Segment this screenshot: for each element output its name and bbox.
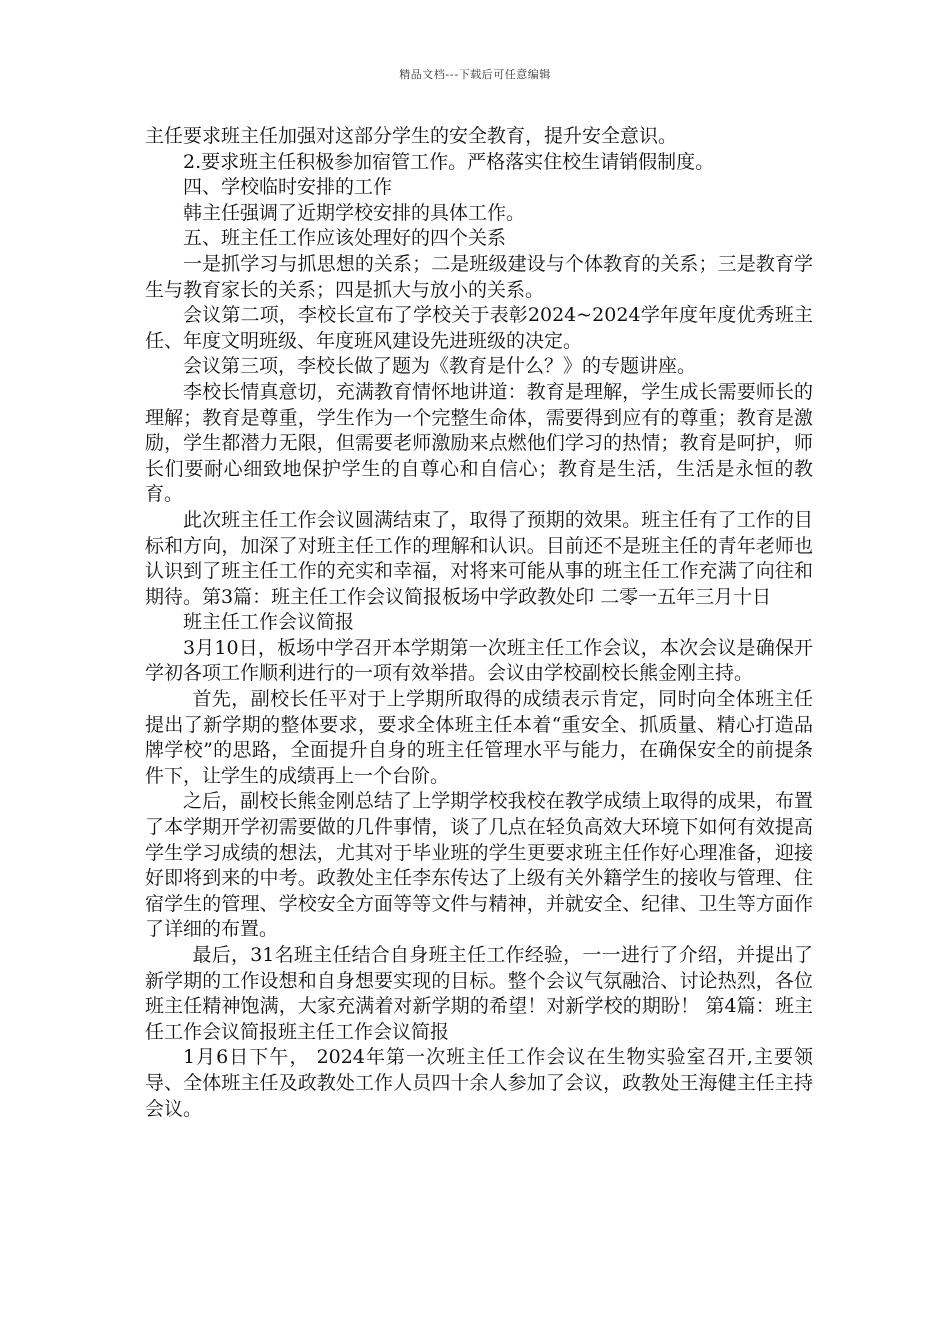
paragraph: 最后，31名班主任结合自身班主任工作经验，一一进行了介绍，并提出了新学期的工作设想和自身想要实现的目标。整个会议气氛融洽、讨论热烈，各位班主任精神饱满，大家充满着对新学期的希望！对新学校的期盼！ 第4篇：班主任工作会议简报班主任工作会议简报 [145,944,813,1043]
paragraph: 2.要求班主任积极参加宿管工作。严格落实住校生请销假制度。 [183,150,715,173]
paragraph: 主任要求班主任加强对这部分学生的安全教育，提升安全意识。 [145,125,678,147]
paragraph: 此次班主任工作会议圆满结束了，取得了预期的效果。班主任有了工作的目标和方向，加深了对班主任工作的理解和认识。目前还不是班主任的青年老师也认识到了班主任工作的充实和幸福，对将来可能从事的班主任工作充满了向往和期待。第3篇：班主任工作会议简报板场中学政教处印 二零一五年三月十日 [145,508,813,608]
paragraph: 3月10日，板场中学召开本学期第一次班主任工作会议，本次会议是确保开学初各项工作顺利进行的一项有效举措。会议由学校副校长熊金刚主持。 [145,636,813,685]
section-heading: 四、学校临时安排的工作 [183,176,393,199]
paragraph: 之后，副校长熊金刚总结了上学期学校我校在教学成绩上取得的成果，布置了本学期开学初需要做的几件事情，谈了几点在轻负高效大环境下如何有效提高学生学习成绩的想法，尤其对于毕业班的学生更要求班主任作好心理准备，迎接好即将到来的中考。政教处主任李东传达了上级有关外籍学生的接收与管理、住宿学生的管理、学校安全方面等等文件与精神，并就安全、纪律、卫生等方面作了详细的布置。 [145,790,813,941]
article-title: 班主任工作会议简报 [183,611,355,634]
paragraph: 韩主任强调了近期学校安排的具体工作。 [183,201,526,224]
section-heading: 五、班主任工作应该处理好的四个关系 [183,227,507,250]
paragraph: 一是抓学习与抓思想的关系；二是班级建设与个体教育的关系；三是教育学生与教育家长的关系；四是抓大与放小的关系。 [145,252,813,301]
page-header: 精品文档---下载后可任意编辑 [399,68,551,81]
paragraph: 首先，副校长任平对于上学期所取得的成绩表示肯定，同时向全体班主任提出了新学期的整体要求，要求全体班主任本着“重安全、抓质量、精心打造品牌学校”的思路，全面提升自身的班主任管理水平与能力，在确保安全的前提条件下，让学生的成绩再上一个台阶。 [145,688,813,787]
document-body [145,124,813,1122]
paragraph: 李校长情真意切，充满教育情怀地讲道：教育是理解，学生成长需要师长的理解；教育是尊重，学生作为一个完整生命体，需要得到应有的尊重；教育是激励，学生都潜力无限，但需要老师激励来点燃他们学习的热情；教育是呵护，师长们要耐心细致地保护学生的自尊心和自信心；教育是生活，生活是永恒的教育。 [145,380,813,506]
paragraph: 会议第二项，李校长宣布了学校关于表彰2024~2024学年度年度优秀班主任、年度文明班级、年度班风建设先进班级的决定。 [145,304,813,352]
paragraph: 会议第三项，李校长做了题为《教育是什么？》的专题讲座。 [183,355,697,378]
paragraph: 1月6日下午， 2024年第一次班主任工作会议在生物实验室召开,主要领导、全体班主任及政教处工作人员四十余人参加了会议，政教处王海健主任主持会议。 [145,1046,813,1120]
